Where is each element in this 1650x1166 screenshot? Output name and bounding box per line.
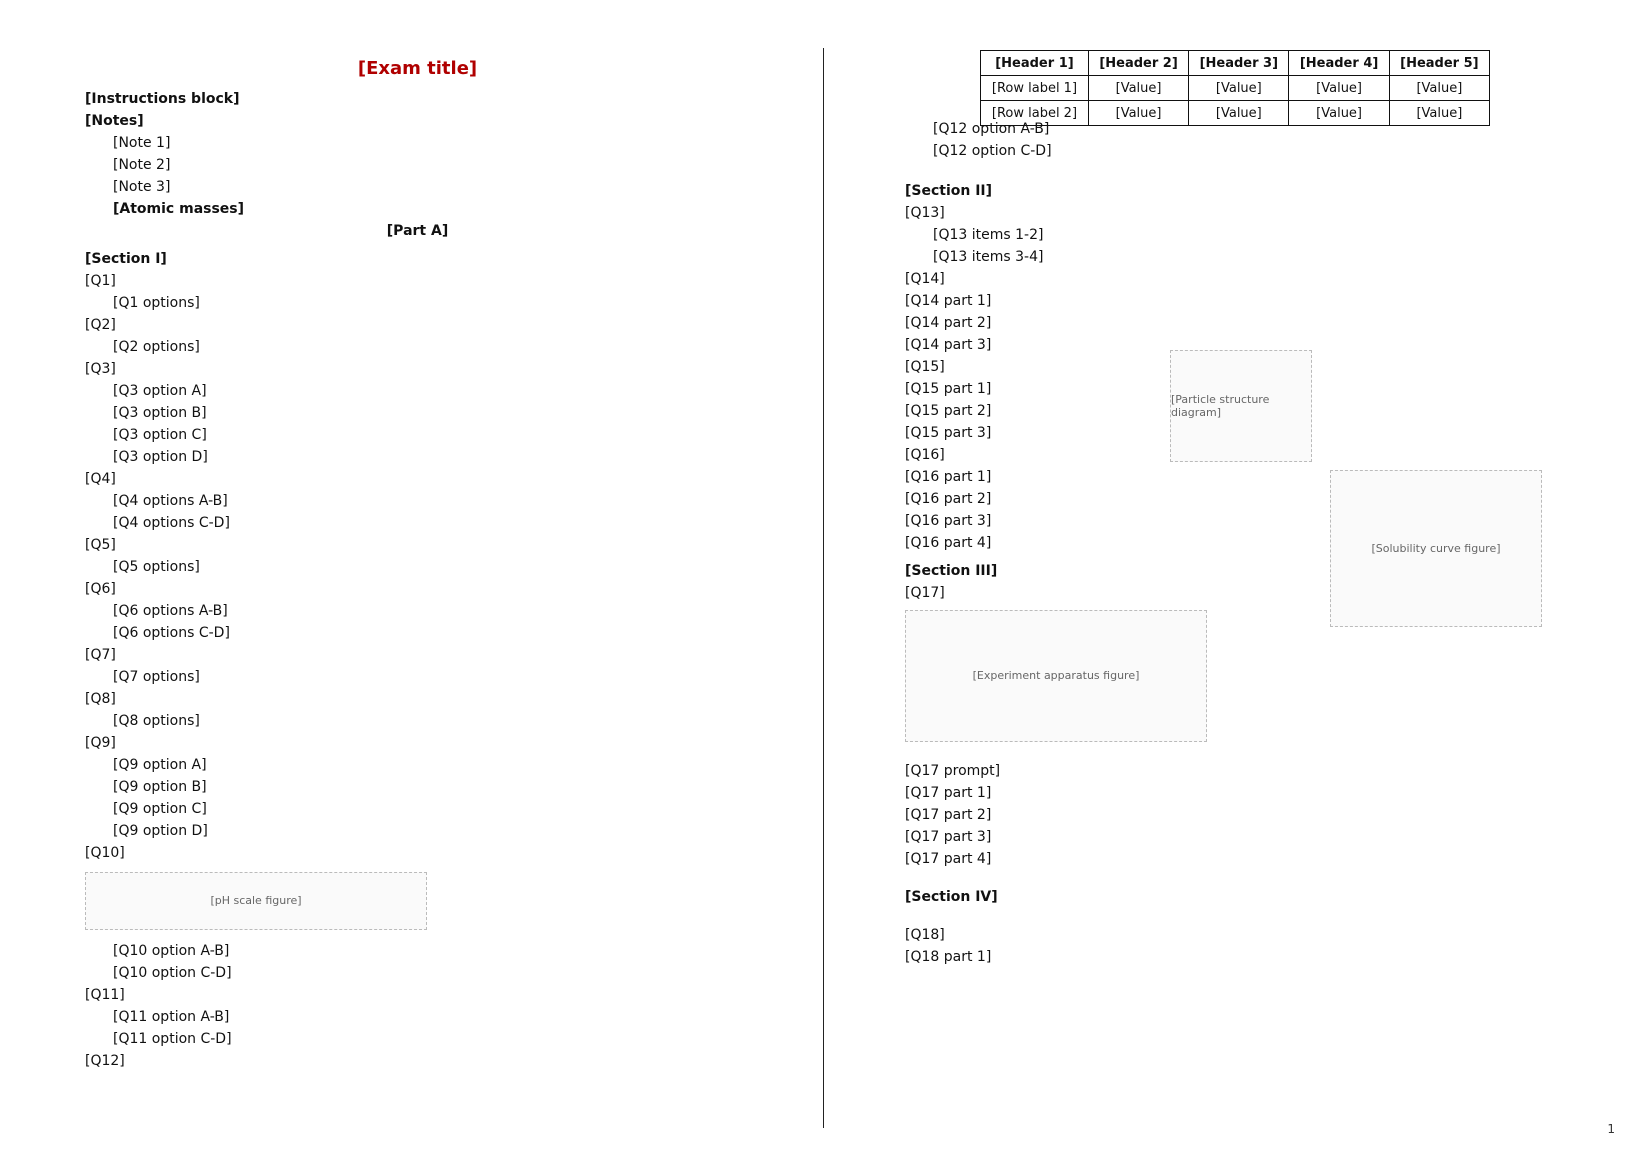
q8-options: [Q8 options] xyxy=(113,713,200,729)
note-1: [Note 1] xyxy=(113,135,171,151)
intro-text: [Instructions block] xyxy=(85,91,240,107)
q9-opt-a: [Q9 option A] xyxy=(113,757,207,773)
table-cell: [Row label 1] xyxy=(981,76,1089,101)
table-header-cell: [Header 4] xyxy=(1289,51,1389,76)
page-number: 1 xyxy=(1607,1122,1615,1136)
table-cell: [Value] xyxy=(1088,76,1188,101)
apparatus-figure: [Experiment apparatus figure] xyxy=(905,610,1207,742)
q3-opt-b: [Q3 option B] xyxy=(113,405,207,421)
table-row xyxy=(981,76,1490,101)
q5-options: [Q5 options] xyxy=(113,559,200,575)
q18-part1: [Q18 part 1] xyxy=(905,949,992,965)
solubility-chart: [Solubility curve figure] xyxy=(1330,470,1542,627)
table-header-row xyxy=(981,51,1490,76)
atomic-mass-title: [Atomic masses] xyxy=(113,201,245,217)
particle-diagram: [Particle structure diagram] xyxy=(1170,350,1312,462)
q15: [Q15] xyxy=(905,359,945,375)
table-cell: [Value] xyxy=(1189,76,1289,101)
q12: [Q12] xyxy=(85,1053,125,1069)
q9: [Q9] xyxy=(85,735,116,751)
table-cell: [Value] xyxy=(1389,76,1489,101)
table-header-cell: [Header 5] xyxy=(1389,51,1489,76)
q15-part1: [Q15 part 1] xyxy=(905,381,992,397)
q6-opt-cd: [Q6 options C-D] xyxy=(113,625,230,641)
q13-items-12: [Q13 items 1-2] xyxy=(933,227,1044,243)
q13: [Q13] xyxy=(905,205,945,221)
ph-strip-figure: [pH scale figure] xyxy=(85,872,427,930)
table-header-cell: [Header 2] xyxy=(1088,51,1188,76)
q8: [Q8] xyxy=(85,691,116,707)
q9-opt-b: [Q9 option B] xyxy=(113,779,207,795)
experiment-section-title: [Section III] xyxy=(905,563,998,579)
q7-options: [Q7 options] xyxy=(113,669,200,685)
q12-opt-ab: [Q12 option A-B] xyxy=(933,121,1050,137)
note-3: [Note 3] xyxy=(113,179,171,195)
q3-opt-d: [Q3 option D] xyxy=(113,449,208,465)
q17-part1: [Q17 part 1] xyxy=(905,785,992,801)
q10: [Q10] xyxy=(85,845,125,861)
reaction-table-wrap xyxy=(980,50,1490,126)
q14: [Q14] xyxy=(905,271,945,287)
q11-opt-ab: [Q11 option A-B] xyxy=(113,1009,230,1025)
q18: [Q18] xyxy=(905,927,945,943)
table-cell: [Value] xyxy=(1088,101,1188,126)
q3: [Q3] xyxy=(85,361,116,377)
table-header-cell: [Header 3] xyxy=(1189,51,1289,76)
q11-opt-cd: [Q11 option C-D] xyxy=(113,1031,232,1047)
exam-title: [Exam title] xyxy=(357,58,478,79)
mcq-section-title: [Section I] xyxy=(85,251,167,267)
q1-options: [Q1 options] xyxy=(113,295,200,311)
q9-opt-d: [Q9 option D] xyxy=(113,823,208,839)
column-divider xyxy=(823,48,824,1128)
table-cell: [Value] xyxy=(1189,101,1289,126)
q14-part3: [Q14 part 3] xyxy=(905,337,992,353)
table-cell: [Row label 2] xyxy=(981,101,1089,126)
q9-opt-c: [Q9 option C] xyxy=(113,801,207,817)
q1: [Q1] xyxy=(85,273,116,289)
q17-prompt: [Q17 prompt] xyxy=(905,763,1001,779)
q2-options: [Q2 options] xyxy=(113,339,200,355)
left-column xyxy=(85,52,750,1072)
q4-opt-cd: [Q4 options C-D] xyxy=(113,515,230,531)
part-a-title: [Part A] xyxy=(386,223,449,239)
q10-opt-ab: [Q10 option A-B] xyxy=(113,943,230,959)
q6-opt-ab: [Q6 options A-B] xyxy=(113,603,228,619)
q17-part3: [Q17 part 3] xyxy=(905,829,992,845)
q4: [Q4] xyxy=(85,471,116,487)
q3-opt-a: [Q3 option A] xyxy=(113,383,207,399)
notes-title: [Notes] xyxy=(85,113,144,129)
q4-opt-ab: [Q4 options A-B] xyxy=(113,493,228,509)
q17: [Q17] xyxy=(905,585,945,601)
q10-opt-cd: [Q10 option C-D] xyxy=(113,965,232,981)
ph-strip-container xyxy=(85,866,750,936)
q16-part2: [Q16 part 2] xyxy=(905,491,992,507)
apparatus-container xyxy=(905,610,1565,750)
table-cell: [Value] xyxy=(1289,76,1389,101)
q12-opt-cd: [Q12 option C-D] xyxy=(933,143,1052,159)
q15-part3: [Q15 part 3] xyxy=(905,425,992,441)
table-cell: [Value] xyxy=(1389,101,1489,126)
q14-part2: [Q14 part 2] xyxy=(905,315,992,331)
q15-part2: [Q15 part 2] xyxy=(905,403,992,419)
q16-part3: [Q16 part 3] xyxy=(905,513,992,529)
table-header-cell: [Header 1] xyxy=(981,51,1089,76)
q14-part1: [Q14 part 1] xyxy=(905,293,992,309)
q16: [Q16] xyxy=(905,447,945,463)
q16-part4: [Q16 part 4] xyxy=(905,535,992,551)
note-2: [Note 2] xyxy=(113,157,171,173)
q5: [Q5] xyxy=(85,537,116,553)
fill-section-title: [Section II] xyxy=(905,183,993,199)
q16-part1: [Q16 part 1] xyxy=(905,469,992,485)
q17-part4: [Q17 part 4] xyxy=(905,851,992,867)
q3-opt-c: [Q3 option C] xyxy=(113,427,207,443)
q7: [Q7] xyxy=(85,647,116,663)
q6: [Q6] xyxy=(85,581,116,597)
table-cell: [Value] xyxy=(1289,101,1389,126)
q11: [Q11] xyxy=(85,987,125,1003)
q13-items-34: [Q13 items 3-4] xyxy=(933,249,1044,265)
q2: [Q2] xyxy=(85,317,116,333)
q17-part2: [Q17 part 2] xyxy=(905,807,992,823)
calc-section-title: [Section IV] xyxy=(905,889,998,905)
reaction-table xyxy=(980,50,1490,126)
